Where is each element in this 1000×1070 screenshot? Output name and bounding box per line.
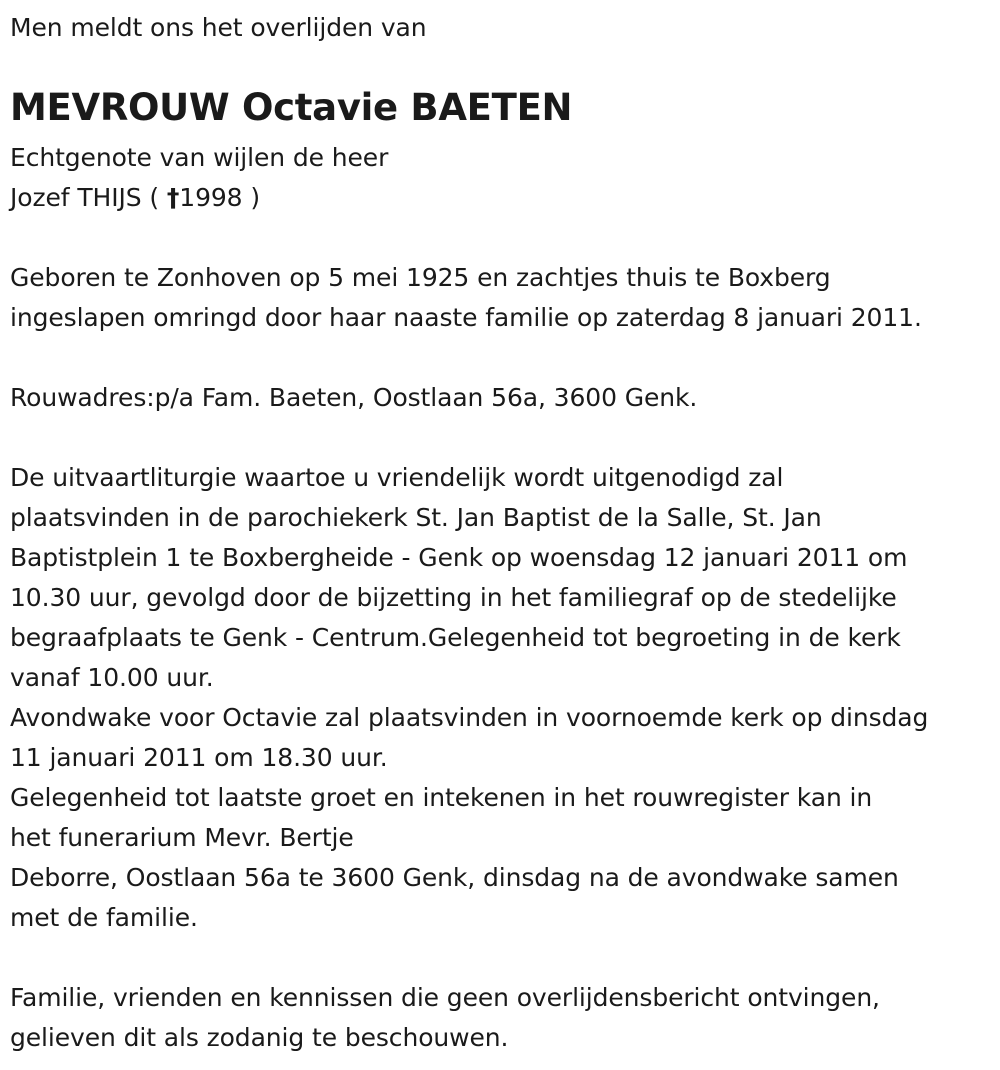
cross-icon: †: [166, 183, 180, 212]
closing-line: Familie, vrienden en kennissen die geen overlijdensbericht ontvingen,: [10, 983, 880, 1012]
vigil-line: 11 januari 2011 om 18.30 uur.: [10, 743, 388, 772]
register-line: Gelegenheid tot laatste groet en intekenen in het rouwregister kan in: [10, 783, 873, 812]
spouse-name-line: [10, 178, 990, 218]
spouse-death-year: 1998 ): [179, 183, 260, 212]
birth-line: ingeslapen omringd door haar naaste familie op zaterdag 8 januari 2011.: [10, 303, 922, 332]
closing-line: gelieven dit als zodanig te beschouwen.: [10, 1023, 509, 1052]
register-line: het funerarium Mevr. Bertje: [10, 823, 354, 852]
funeral-line: plaatsvinden in de parochiekerk St. Jan Baptist de la Salle, St. Jan: [10, 503, 822, 532]
funeral-line: Baptistplein 1 te Boxbergheide - Genk op woensdag 12 januari 2011 om: [10, 543, 908, 572]
register-line: Deborre, Oostlaan 56a te 3600 Genk, dinsdag na de avondwake samen: [10, 863, 899, 892]
funeral-line: begraafplaats te Genk - Centrum.Gelegenheid tot begroeting in de kerk: [10, 623, 901, 652]
funeral-line: De uitvaartliturgie waartoe u vriendelijk wordt uitgenodigd zal: [10, 463, 784, 492]
intro-text: Men meldt ons het overlijden van: [10, 13, 427, 42]
spouse-name: Jozef THIJS (: [10, 183, 167, 212]
funeral-line: 10.30 uur, gevolgd door de bijzetting in het familiegraf op de stedelijke: [10, 583, 897, 612]
deceased-name: MEVROUW Octavie BAETEN: [10, 86, 573, 129]
spacer: [10, 218, 990, 258]
funeral-line: vanaf 10.00 uur.: [10, 663, 214, 692]
spacer: [10, 338, 990, 378]
mourning-address: Rouwadres:p/a Fam. Baeten, Oostlaan 56a, 3600 Genk.: [10, 383, 698, 412]
birth-line: Geboren te Zonhoven op 5 mei 1925 en zachtjes thuis te Boxberg: [10, 263, 831, 292]
spouse-line: Echtgenote van wijlen de heer: [10, 143, 389, 172]
spacer: [10, 938, 990, 978]
vigil-line: Avondwake voor Octavie zal plaatsvinden in voornoemde kerk op dinsdag: [10, 703, 929, 732]
register-line: met de familie.: [10, 903, 198, 932]
spacer: [10, 418, 990, 458]
